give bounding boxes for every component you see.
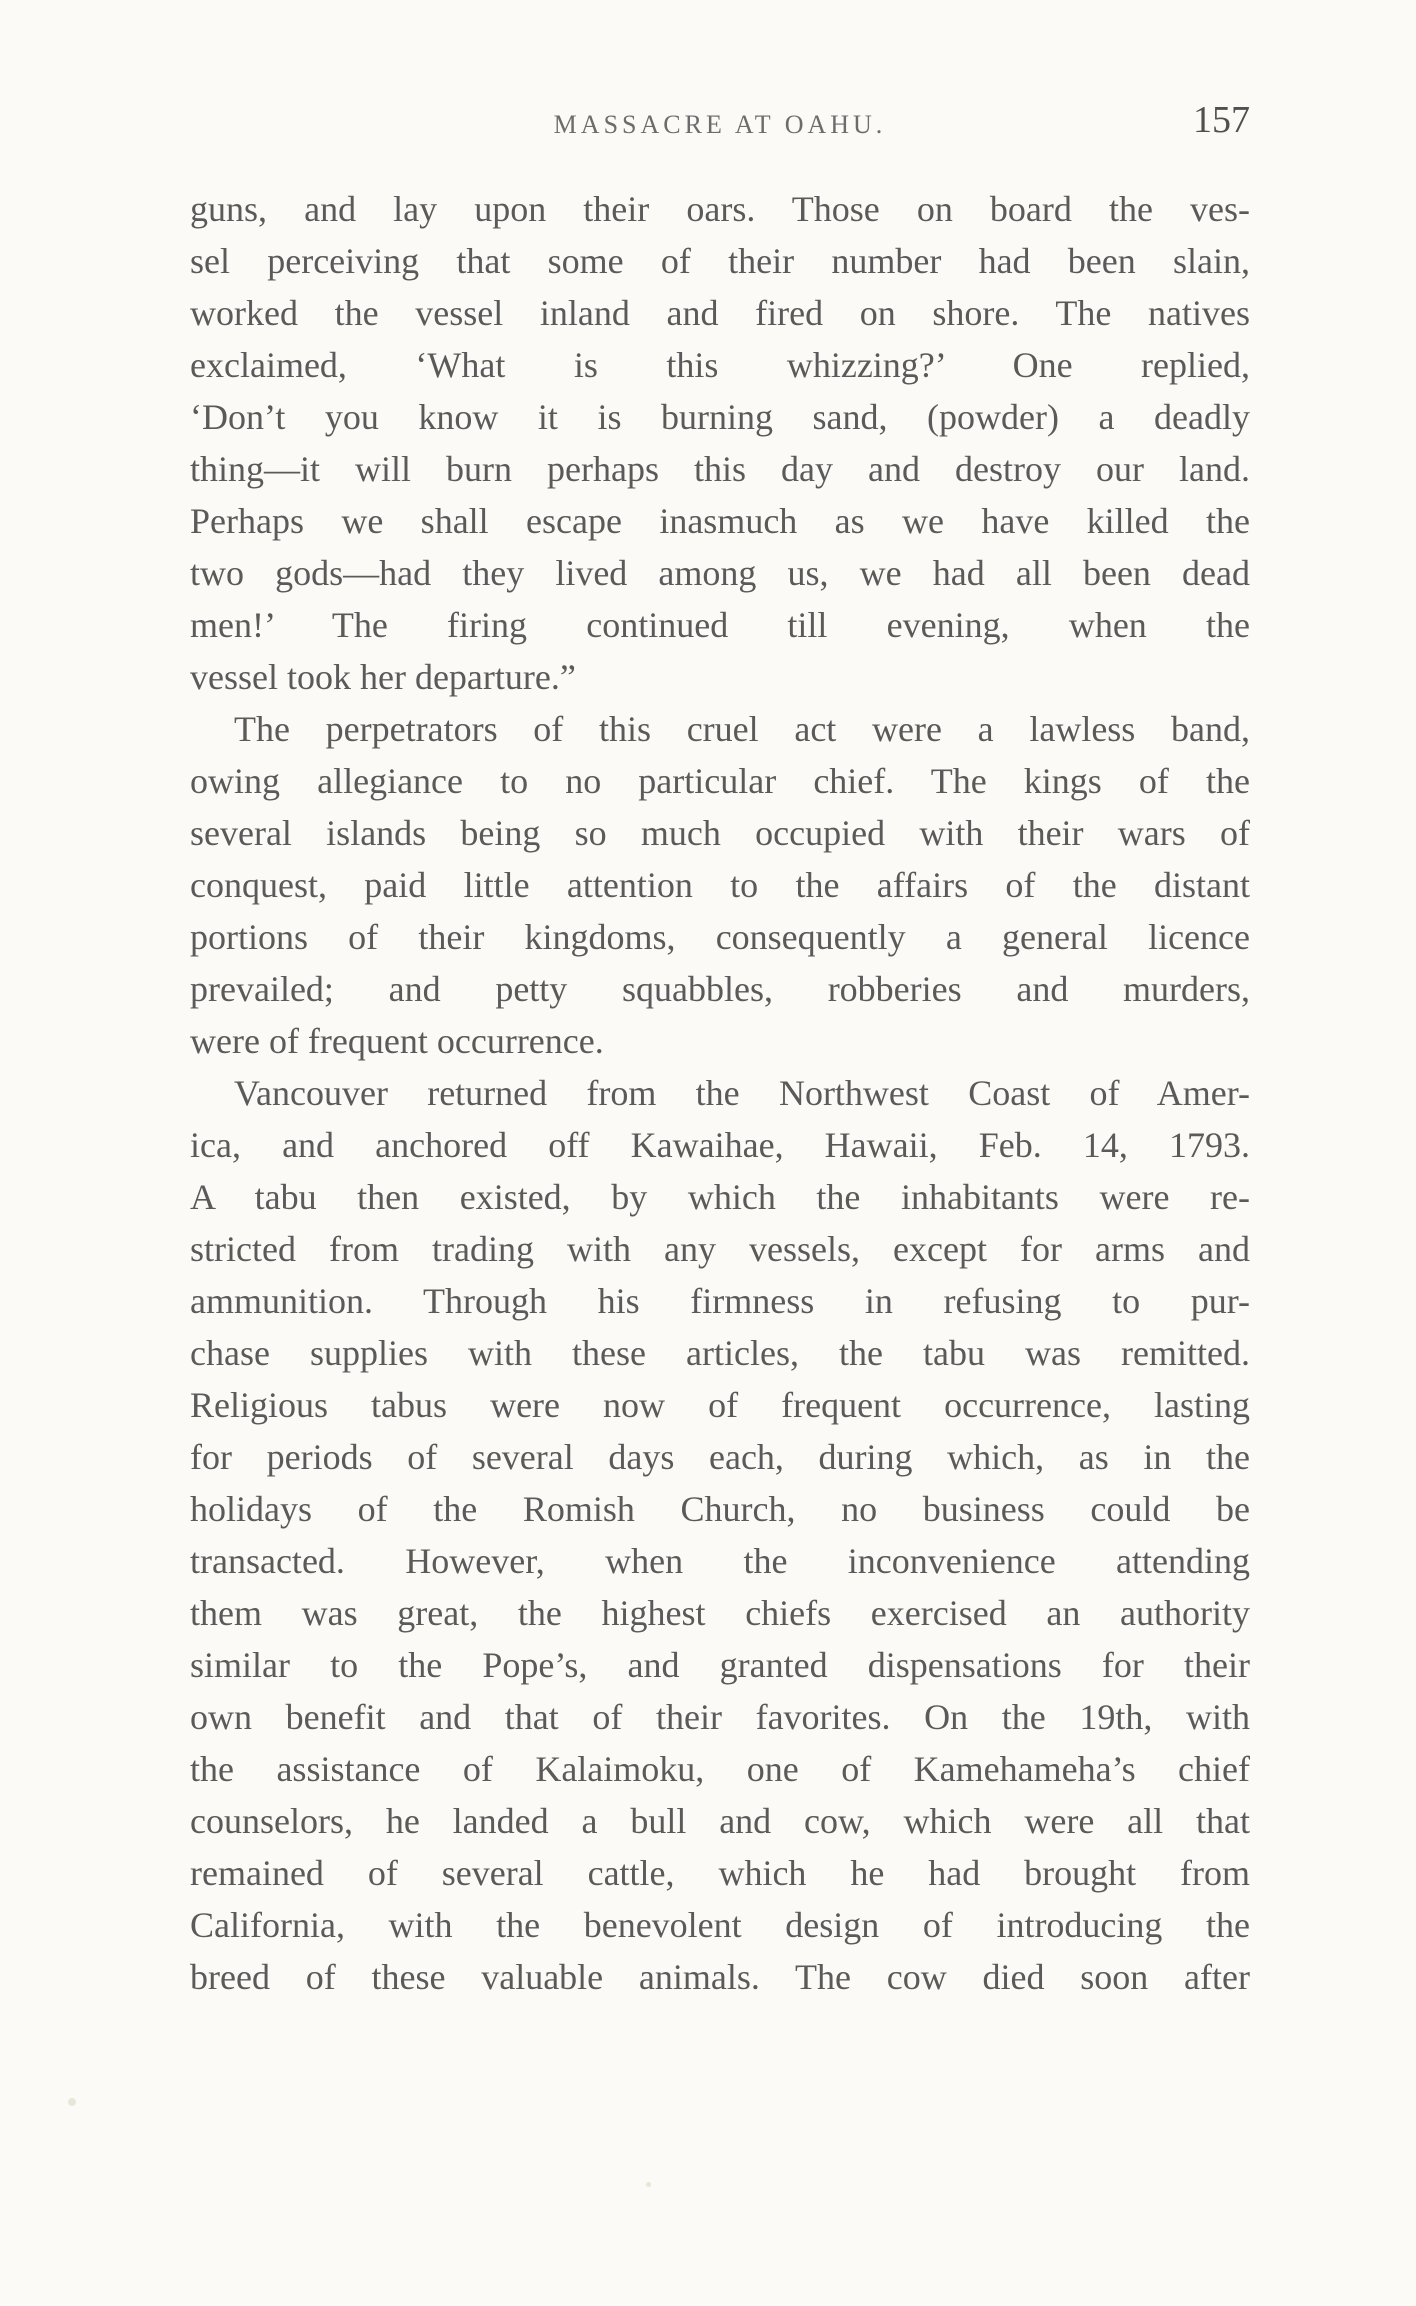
text-line: were of frequent occurrence. <box>190 1021 604 1061</box>
text-line: ‘Don’t you know it is burning sand, (powder) a deadly <box>190 397 1250 437</box>
paragraph-first-line: Vancouver returned from the Northwest Coast of Amer- <box>234 1073 1250 1113</box>
text-line: them was great, the highest chiefs exercised an authority <box>190 1593 1250 1633</box>
paper-speck <box>68 2098 76 2106</box>
text-line: holidays of the Romish Church, no business could be <box>190 1489 1250 1529</box>
text-line: ammunition. Through his firmness in refusing to pur- <box>190 1281 1250 1321</box>
text-line: A tabu then existed, by which the inhabitants were re- <box>190 1177 1250 1217</box>
text-line: breed of these valuable animals. The cow died soon after <box>190 1957 1250 1997</box>
text-line: several islands being so much occupied with their wars of <box>190 813 1250 853</box>
paper-speck <box>646 2182 651 2187</box>
text-line: vessel took her departure.” <box>190 657 576 697</box>
text-line: Perhaps we shall escape inasmuch as we have killed the <box>190 501 1250 541</box>
text-line: worked the vessel inland and fired on shore. The natives <box>190 293 1250 333</box>
text-line: California, with the benevolent design of introducing the <box>190 1905 1250 1945</box>
page-number: 157 <box>1193 99 1250 141</box>
text-line: similar to the Pope’s, and granted dispensations for their <box>190 1645 1250 1685</box>
text-line: portions of their kingdoms, consequently a general licence <box>190 917 1250 957</box>
text-line: prevailed; and petty squabbles, robberies and murders, <box>190 969 1250 1009</box>
text-line: conquest, paid little attention to the affairs of the distant <box>190 865 1250 905</box>
text-line: Religious tabus were now of frequent occurrence, lasting <box>190 1385 1250 1425</box>
text-line: owing allegiance to no particular chief. The kings of the <box>190 761 1250 801</box>
text-line: own benefit and that of their favorites. On the 19th, with <box>190 1697 1250 1737</box>
text-line: thing—it will burn perhaps this day and destroy our land. <box>190 449 1250 489</box>
text-line: the assistance of Kalaimoku, one of Kamehameha’s chief <box>190 1749 1250 1789</box>
text-line: exclaimed, ‘What is this whizzing?’ One replied, <box>190 345 1250 385</box>
text-line: transacted. However, when the inconvenience attending <box>190 1541 1250 1581</box>
text-line: men!’ The firing continued till evening, when the <box>190 605 1250 645</box>
text-line: ica, and anchored off Kawaihae, Hawaii, Feb. 14, 1793. <box>190 1125 1250 1165</box>
body-text <box>190 183 1250 2003</box>
text-line: for periods of several days each, during which, as in the <box>190 1437 1250 1477</box>
text-line: stricted from trading with any vessels, except for arms and <box>190 1229 1250 1269</box>
text-line: sel perceiving that some of their number had been slain, <box>190 241 1250 281</box>
text-line: counselors, he landed a bull and cow, which were all that <box>190 1801 1250 1841</box>
text-line: remained of several cattle, which he had brought from <box>190 1853 1250 1893</box>
text-line: two gods—had they lived among us, we had all been dead <box>190 553 1250 593</box>
text-line: chase supplies with these articles, the tabu was remitted. <box>190 1333 1250 1373</box>
paragraph-first-line: The perpetrators of this cruel act were a lawless band, <box>234 709 1250 749</box>
text-line: guns, and lay upon their oars. Those on board the ves- <box>190 189 1250 229</box>
running-title: MASSACRE AT OAHU. <box>553 110 887 139</box>
running-head <box>190 100 1250 150</box>
